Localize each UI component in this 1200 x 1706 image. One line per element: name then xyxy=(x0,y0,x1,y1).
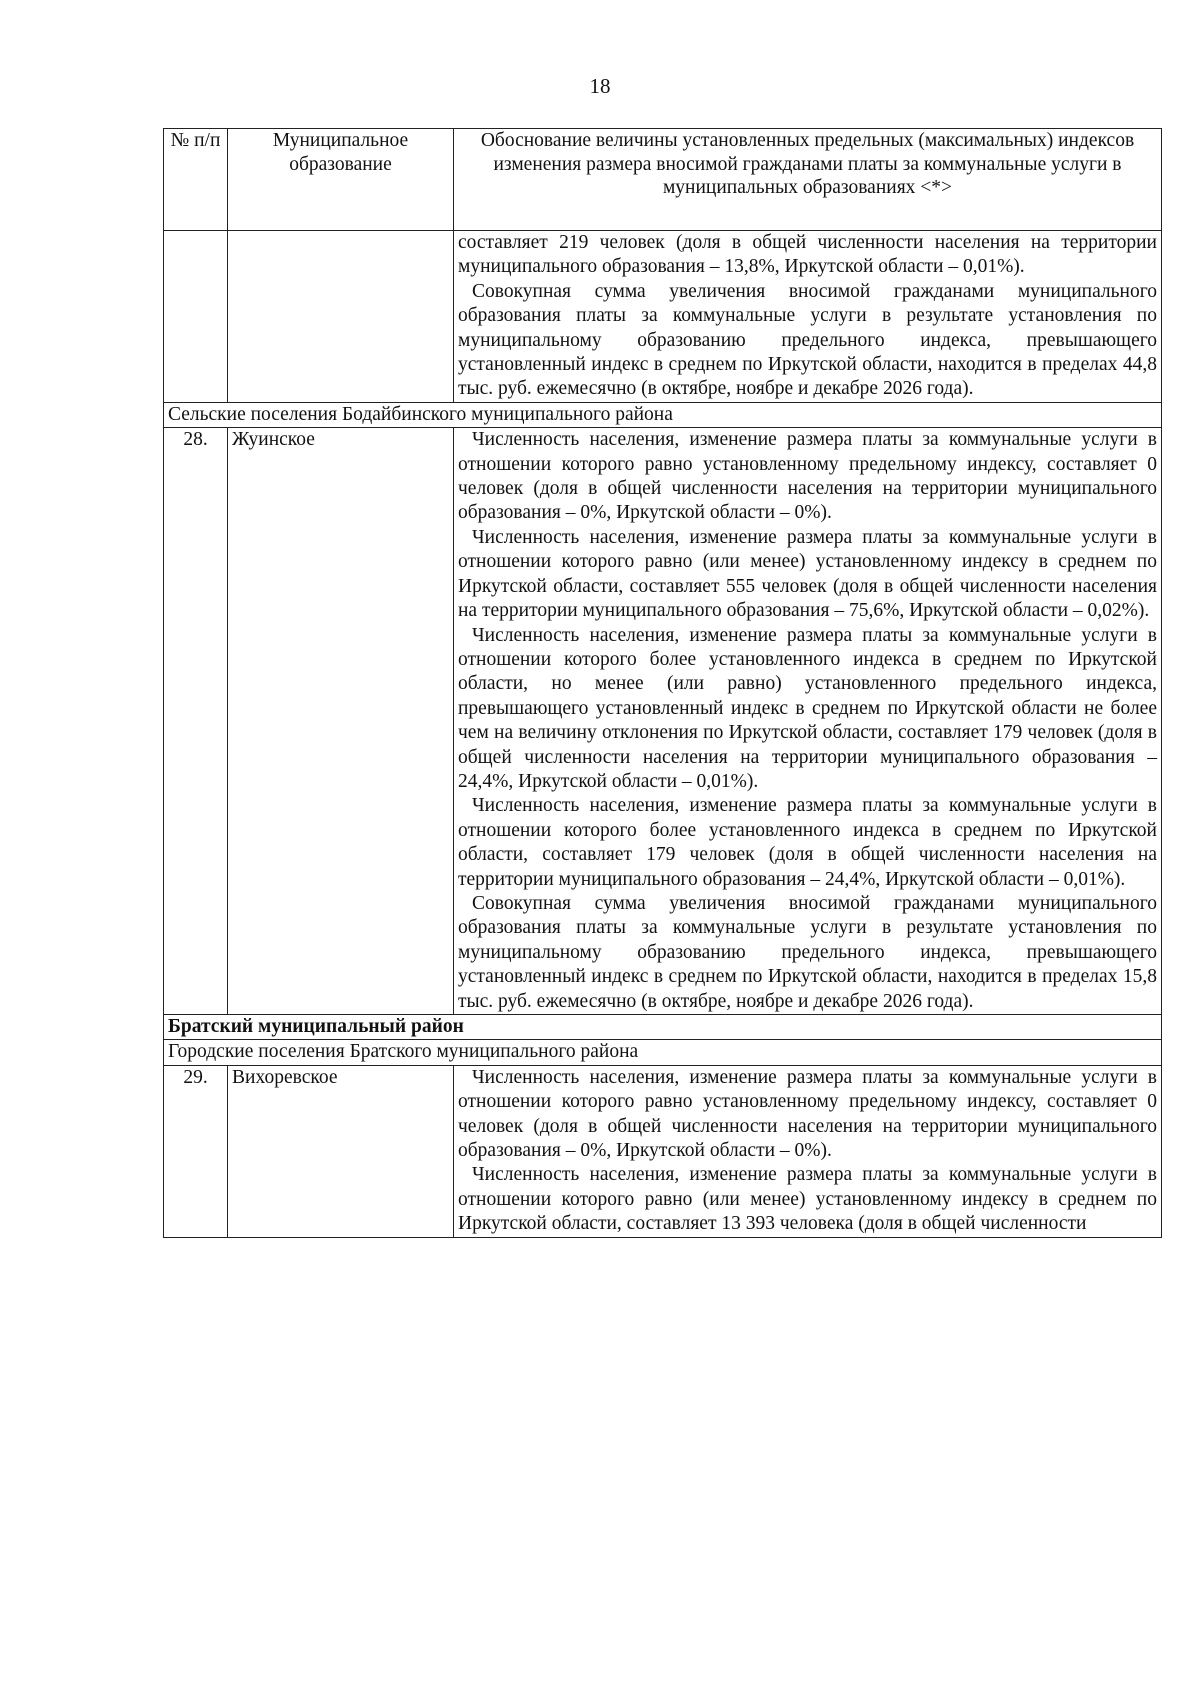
header-municipality: Муниципальное образование xyxy=(228,129,454,231)
page-number: 18 xyxy=(589,74,611,98)
paragraph: Численность населения, изменение размера платы за коммунальные услуги в отношении которого равно (или менее) установленному индексу в среднем по Иркутской области, составляет 13 393 человека (доля в общей численности xyxy=(458,1164,1157,1235)
cell-justification xyxy=(454,231,1162,403)
cell-municipality-empty xyxy=(228,231,454,403)
section-title-bratsk-district: Братский муниципальный район xyxy=(164,1015,1162,1040)
cell-num-empty xyxy=(164,231,228,403)
paragraph: Численность населения, изменение размера платы за коммунальные услуги в отношении которого равно установленному предельному индексу, составляет 0 человек (доля в общей численности населения на территории муниципального образования – 0%, Иркутской области – 0%). xyxy=(458,1066,1157,1162)
paragraph: составляет 219 человек (доля в общей численности населения на территории муниципального образования – 13,8%, Иркутской области – 0,01%). xyxy=(458,232,1157,278)
cell-justification xyxy=(454,428,1162,1015)
paragraph: Совокупная сумма увеличения вносимой гражданами муниципального образования платы за коммунальные услуги в результате установления по муниципальному образованию предельного индекса, превышающего установленный индекс в среднем по Иркутской области, находится в пределах 15,8 тыс. руб. ежемесячно (в октябре, ноябре и декабре 2026 года). xyxy=(458,892,1157,1012)
header-num: № п/п xyxy=(164,129,228,231)
section-title-bratsk-urban: Городские поселения Братского муниципального района xyxy=(164,1040,1162,1065)
paragraph: Численность населения, изменение размера платы за коммунальные услуги в отношении которого равно установленному предельному индексу, составляет 0 человек (доля в общей численности населения на территории муниципального образования – 0%, Иркутской области – 0%). xyxy=(458,429,1157,524)
table-row-continuation xyxy=(164,231,1162,403)
row-number: 29. xyxy=(164,1065,228,1237)
cell-justification xyxy=(454,1065,1162,1237)
row-number: 28. xyxy=(164,428,228,1015)
section-row xyxy=(164,1015,1162,1040)
header-justification: Обоснование величины установленных предельных (максимальных) индексов изменения размера вносимой гражданами платы за коммунальные услуги в муниципальных образованиях <*> xyxy=(454,129,1162,231)
table-row-28 xyxy=(164,428,1162,1015)
paragraph: Совокупная сумма увеличения вносимой гражданами муниципального образования платы за коммунальные услуги в результате установления по муниципальному образованию предельного индекса, превышающего установленный индекс в среднем по Иркутской области, находится в пределах 44,8 тыс. руб. ежемесячно (в октябре, ноябре и декабре 2026 года). xyxy=(458,280,1157,400)
section-row xyxy=(164,1040,1162,1065)
table-row-29 xyxy=(164,1065,1162,1237)
paragraph: Численность населения, изменение размера платы за коммунальные услуги в отношении которого равно (или менее) установленному индексу в среднем по Иркутской области, составляет 555 человек (доля в общей численности населения на территории муниципального образования – 75,6%, Иркутской области – 0,02%). xyxy=(458,526,1157,622)
municipality-name: Вихоревское xyxy=(228,1065,454,1237)
paragraph: Численность населения, изменение размера платы за коммунальные услуги в отношении которого более установленного индекса в среднем по Иркутской области, но менее (или равно) установленного предельного индекса, превышающего установленный индекс в среднем по Иркутской области не более чем на величину отклонения по Иркутской области, составляет 179 человек (доля в общей численности населения на территории муниципального образования – 24,4%, Иркутской области – 0,01%). xyxy=(458,624,1157,792)
section-title-bodaibo: Сельские поселения Бодайбинского муниципального района xyxy=(164,402,1162,427)
table-header-row xyxy=(164,129,1162,231)
paragraph: Численность населения, изменение размера платы за коммунальные услуги в отношении которого более установленного индекса в среднем по Иркутской области, составляет 179 человек (доля в общей численности населения на территории муниципального образования – 24,4%, Иркутской области – 0,01%). xyxy=(458,795,1157,890)
section-row xyxy=(164,402,1162,427)
tariff-index-table xyxy=(163,128,1162,1238)
municipality-name: Жуинское xyxy=(228,428,454,1015)
